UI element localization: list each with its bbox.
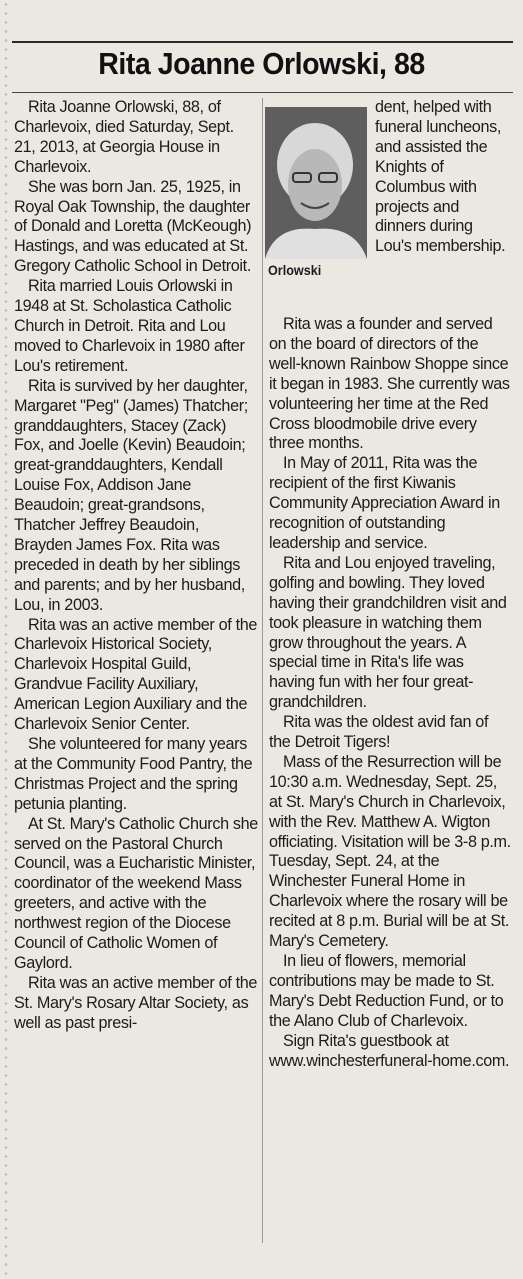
paragraph: dent, helped with funeral luncheons, and assisted the Knights of Columbus with projects and dinners during Lou's membership.: [375, 98, 506, 256]
right-column-beside-photo: [375, 98, 513, 257]
paragraph: In May of 2011, Rita was the recipient of the first Kiwanis Community Appreciation Award in recognition of outstanding leadership and service.: [269, 454, 500, 552]
paragraph: In lieu of flowers, memorial contributions may be made to St. Mary's Debt Reduction Fund, or to the Alano Club of Charlevoix.: [269, 952, 504, 1030]
paragraph: Rita was an active member of the Charlevoix Historical Society, Charlevoix Hospital Guild, Grandvue Facility Auxiliary, American Legion Auxiliary and the Charlevoix Senior Center.: [14, 615, 258, 734]
paragraph: She volunteered for many years at the Community Food Pantry, the Christmas Project and the spring petunia planting.: [14, 735, 253, 813]
paragraph: Rita was an active member of the St. Mary's Rosary Altar Society, as well as past presi-: [14, 973, 258, 1032]
photo-caption: Orlowski: [268, 262, 322, 278]
paragraph: Rita Joanne Orlowski, 88, of Charlevoix, died Saturday, Sept. 21, 2013, at Georgia House in Charlevoix.: [14, 98, 234, 176]
paragraph: Sign Rita's guestbook at www.winchesterfuneral-home.com.: [269, 1031, 510, 1070]
top-rule: [12, 41, 513, 43]
paragraph: Rita was the oldest avid fan of the Detroit Tigers!: [269, 713, 489, 752]
portrait-photo: [265, 107, 367, 259]
column-divider: [262, 98, 263, 1243]
paragraph: Rita is survived by her daughter, Margaret "Peg" (James) Thatcher; granddaughters, Stacey (Zack) Fox, and Joelle (Kevin) Beaudoin; great-granddaughters, Kendall Louise Fox, Addison Jane Beaudoin; great-grandsons, Thatcher Jeffrey Beaudoin, Brayden James Fox. Rita was preceded in death by her siblings and parents; and by her husband, Lou, in 2003.: [14, 376, 248, 614]
right-column: [269, 315, 513, 1071]
left-column: [14, 98, 258, 1034]
paragraph: Rita was a founder and served on the board of directors of the well-known Rainbow Shoppe since it began in 1983. She currently was volunteering her time at the Red Cross bloodmobile drive every three months.: [269, 315, 510, 453]
paragraph: Rita married Louis Orlowski in 1948 at St. Scholastica Catholic Church in Detroit. Rita and Lou moved to Charlevoix in 1980 after Lou's retirement.: [14, 277, 245, 375]
paragraph: Mass of the Resurrection will be 10:30 a.m. Wednesday, Sept. 25, at St. Mary's Church in Charlevoix, with the Rev. Matthew A. Wigton officiating. Visitation will be 3-8 p.m. Tuesday, Sept. 24, at the Winchester Funeral Home in Charlevoix where the rosary will be recited at 8 p.m. Burial will be at St. Mary's Cemetery.: [269, 752, 511, 951]
clipping-edge: [3, 0, 9, 1279]
paragraph: At St. Mary's Catholic Church she served on the Pastoral Church Council, was a Eucharistic Minister, coordinator of the weekend Mass greeters, and active with the northwest region of the Diocese Council of Catholic Women of Gaylord.: [14, 814, 258, 972]
title-rule: [12, 92, 513, 93]
obituary-title: Rita Joanne Orlowski, 88: [98, 46, 425, 81]
paragraph: Rita and Lou enjoyed traveling, golfing and bowling. They loved having their grandchildren visit and took pleasure in watching them grow throughout the years. A special time in Rita's life was having fun with her four great-grandchildren.: [269, 553, 507, 712]
paragraph: She was born Jan. 25, 1925, in Royal Oak Township, the daughter of Donald and Loretta (McKeough) Hastings, and was educated at St. Gregory Catholic School in Detroit.: [14, 177, 252, 276]
